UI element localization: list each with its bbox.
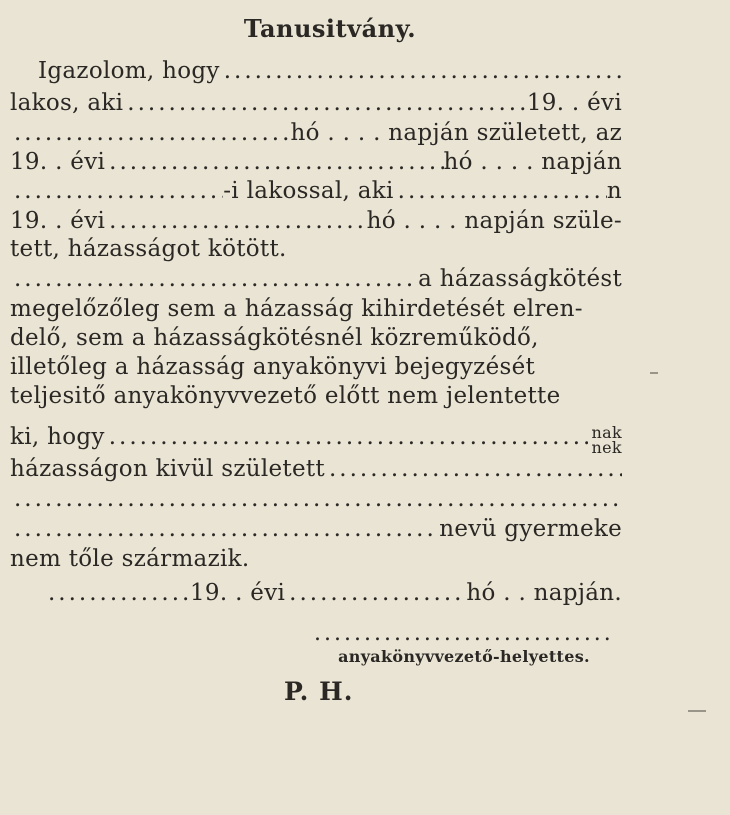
- line-12-text: teljesitő anyakönyvvezető előtt nem jelentette: [10, 383, 561, 409]
- document-title: Tanusitvány.: [243, 14, 417, 43]
- blank-dots: [123, 86, 527, 120]
- blank-dots: [285, 576, 466, 610]
- line-2-text: lakos, aki: [10, 90, 124, 116]
- line-13-text: ki, hogy: [10, 424, 105, 450]
- text-line-7: [10, 232, 622, 266]
- blank-dots: [220, 54, 622, 88]
- line-5-text: -i lakossal, aki: [223, 178, 394, 204]
- text-line-13: [10, 420, 622, 457]
- line-11-text: illetőleg a házasság anyakönyvi bejegyzését: [10, 354, 536, 380]
- line-4-year: 19. . évi: [10, 149, 106, 175]
- line-4-text: hó . . . . napján: [443, 149, 622, 175]
- blank-dots: [105, 420, 588, 454]
- text-line-18: [44, 576, 622, 610]
- text-line-17: [10, 542, 622, 576]
- text-line-15: [10, 482, 622, 516]
- signature-title: anyakönyvvezető-helyettes.: [338, 647, 590, 666]
- text-line-8: [10, 262, 622, 296]
- suffix-nak: nak: [591, 423, 622, 442]
- line-7-text: tett, házasságot kötött.: [10, 236, 287, 262]
- line-18-year: 19. . évi: [190, 580, 286, 606]
- line-3-text: hó . . . . napján született, az: [290, 120, 622, 146]
- blank-dots: [10, 482, 622, 516]
- text-line-2: [10, 86, 622, 120]
- line-8-text: a házasságkötést: [418, 266, 622, 292]
- line-18-text: hó . . napján.: [466, 580, 622, 606]
- text-line-12: [10, 379, 622, 413]
- line-10-text: delő, sem a házasságkötésnél közreműködő,: [10, 325, 539, 351]
- blank-dots: [10, 174, 223, 208]
- print-mark: [650, 372, 658, 374]
- line-6-text: hó . . . . napján szüle-: [366, 208, 622, 234]
- blank-dots: [10, 262, 418, 296]
- text-line-1: [38, 54, 622, 88]
- line-17-text: nem tőle származik.: [10, 546, 250, 572]
- text-line-14: [10, 452, 622, 486]
- blank-dots: [325, 452, 622, 486]
- line-5-end: n: [606, 178, 622, 204]
- stamp-place: P. H.: [284, 677, 354, 706]
- suffix-nek: nek: [591, 438, 622, 457]
- blank-dots: [10, 512, 439, 546]
- line-1-text: Igazolom, hogy: [38, 58, 220, 84]
- line-16-text: nevü gyermeke: [439, 516, 622, 542]
- print-mark: [688, 710, 706, 712]
- text-line-5: [10, 174, 622, 208]
- line-6-year: 19. . évi: [10, 208, 106, 234]
- blank-dots: [394, 174, 607, 208]
- line-14-text: házasságon kivül született: [10, 456, 325, 482]
- text-line-16: [10, 512, 622, 546]
- line-2-year: 19. . évi: [526, 90, 622, 116]
- blank-dots: [44, 576, 190, 610]
- line-9-text: megelőzőleg sem a házasság kihirdetését elren-: [10, 296, 583, 322]
- signature-line: [314, 622, 614, 646]
- suffix-choice: [592, 425, 622, 455]
